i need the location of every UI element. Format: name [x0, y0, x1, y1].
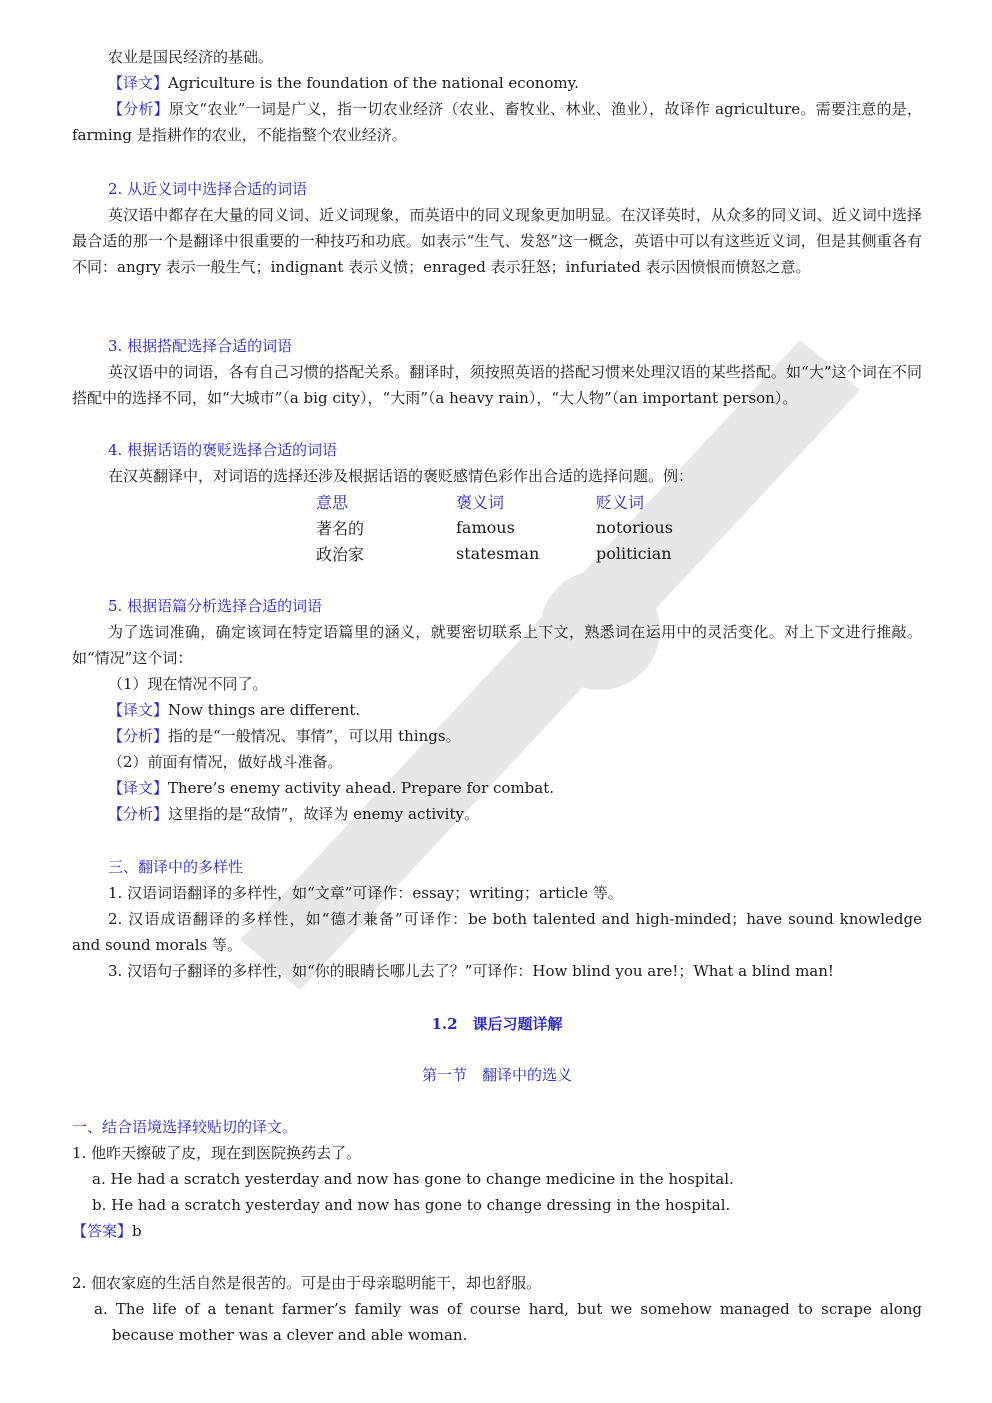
section-title: 第一节 翻译中的选义 — [421, 1066, 572, 1084]
analysis-text: 原文“农业”一词是广义，指一切农业经济（农业、畜牧业、林业、渔业），故译作 agriculture。需要注意的是，farming 是指耕作的农业，不能指整个农业经济。 — [72, 100, 922, 144]
analysis-tag: 【分析】 — [108, 805, 169, 823]
table-cell: famous — [456, 517, 515, 537]
analysis-tag: 【分析】 — [108, 100, 169, 118]
section-3-heading: 3. 根据搭配选择合适的词语 — [108, 337, 293, 355]
question-2-option-a: a. The life of a tenant farmer’s family was of course hard, but we somehow managed to scrape along because mother was a clever and able woman. — [94, 1300, 922, 1344]
table-header-row — [316, 488, 736, 514]
section-5-heading: 5. 根据语篇分析选择合适的词语 — [108, 597, 323, 615]
table-cell: statesman — [456, 543, 540, 563]
translation-tag: 【译文】 — [108, 74, 169, 92]
answer-tag: 【答案】 — [72, 1222, 133, 1240]
section-3 — [72, 333, 922, 411]
translation-tag: 【译文】 — [108, 701, 169, 719]
section-4-body: 在汉英翻译中，对词语的选择还涉及根据话语的褒贬感情色彩作出合适的选择问题。例： — [108, 467, 694, 485]
answer-text: b — [132, 1222, 142, 1240]
intro-block — [72, 44, 922, 148]
example-2-translation — [72, 775, 922, 801]
table-header-cell: 褒义词 — [456, 492, 505, 512]
section-4-heading: 4. 根据话语的褒贬选择合适的词语 — [108, 441, 338, 459]
translation-text: Agriculture is the foundation of the national economy. — [168, 74, 579, 92]
question-2: 2. 佃农家庭的生活自然是很苦的。可是由于母亲聪明能干，却也舒服。 — [72, 1274, 542, 1292]
question-1-option-a: a. He had a scratch yesterday and now has gone to change medicine in the hospital. — [92, 1170, 734, 1188]
table-cell: politician — [596, 543, 672, 563]
exercise-heading: 一、结合语境选择较贴切的译文。 — [72, 1118, 298, 1136]
section-4 — [72, 437, 922, 489]
table-header-cell: 贬义词 — [596, 492, 645, 512]
analysis-tag: 【分析】 — [108, 727, 169, 745]
connotation-table — [316, 488, 736, 566]
example-1-analysis — [72, 723, 922, 749]
analysis-line — [72, 96, 922, 148]
table-cell: notorious — [596, 517, 673, 537]
diversity-item-3: 3. 汉语句子翻译的多样性，如“你的眼睛长哪儿去了？”可译作：How blind you are!；What a blind man! — [108, 962, 834, 980]
section-2-body: 英汉语中都存在大量的同义词、近义词现象，而英语中的同义现象更加明显。在汉译英时，从众多的同义词、近义词中选择最合适的那一个是翻译中很重要的一种技巧和功底。如表示“生气、发怒”这一概念，英语中可以有这些近义词，但是其侧重各有不同：angry 表示一般生气；indignant 表示义愤；enraged 表示狂怒；infuriated 表示因愤恨而愤怒之意。 — [72, 206, 922, 276]
section-3-body: 英汉语中的词语，各有自己习惯的搭配关系。翻译时，须按照英语的搭配习惯来处理汉语的某些搭配。如“大”这个词在不同搭配中的选择不同，如“大城市”（a big city），“大雨”（a heavy rain），“大人物”（an important person）。 — [72, 363, 922, 407]
chapter-title: 1.2 课后习题详解 — [431, 1015, 563, 1033]
translation-text: Now things are different. — [168, 701, 361, 719]
question-1-answer — [72, 1218, 922, 1244]
example-sentence: 农业是国民经济的基础。 — [108, 48, 274, 66]
table-cell: 政治家 — [316, 544, 365, 564]
section-three — [72, 854, 922, 984]
analysis-text: 这里指的是“敌情”，故译为 enemy activity。 — [168, 805, 479, 823]
exercise-block — [72, 1114, 922, 1348]
question-1: 1. 他昨天擦破了皮，现在到医院换药去了。 — [72, 1144, 362, 1162]
section-three-heading: 三、翻译中的多样性 — [108, 858, 244, 876]
table-row — [316, 540, 736, 566]
question-1-option-b: b. He had a scratch yesterday and now has gone to change dressing in the hospital. — [92, 1196, 731, 1214]
table-header-cell: 意思 — [316, 492, 349, 512]
example-1: （1）现在情况不同了。 — [108, 675, 268, 693]
section-5-body: 为了选词准确，确定该词在特定语篇里的涵义，就要密切联系上下文，熟悉词在运用中的灵活变化。对上下文进行推敲。如“情况”这个词： — [72, 623, 922, 667]
translation-text: There’s enemy activity ahead. Prepare for combat. — [168, 779, 555, 797]
diversity-item-1: 1. 汉语词语翻译的多样性，如“文章”可译作：essay；writing；article 等。 — [108, 884, 623, 902]
translation-line — [72, 70, 922, 96]
table-row — [316, 514, 736, 540]
table-cell: 著名的 — [316, 518, 365, 538]
analysis-text: 指的是“一般情况、事情”，可以用 things。 — [168, 727, 461, 745]
section-2-heading: 2. 从近义词中选择合适的词语 — [108, 180, 308, 198]
example-2: （2）前面有情况，做好战斗准备。 — [108, 753, 343, 771]
diversity-item-2: 2. 汉语成语翻译的多样性，如“德才兼备”可译作：be both talented and high-minded；have sound knowledge and sound morals 等。 — [72, 910, 922, 954]
section-2 — [72, 176, 922, 280]
chapter-heading — [72, 1011, 922, 1037]
example-1-translation — [72, 697, 922, 723]
example-2-analysis — [72, 801, 922, 827]
section-heading — [72, 1062, 922, 1088]
translation-tag: 【译文】 — [108, 779, 169, 797]
section-5 — [72, 593, 922, 827]
